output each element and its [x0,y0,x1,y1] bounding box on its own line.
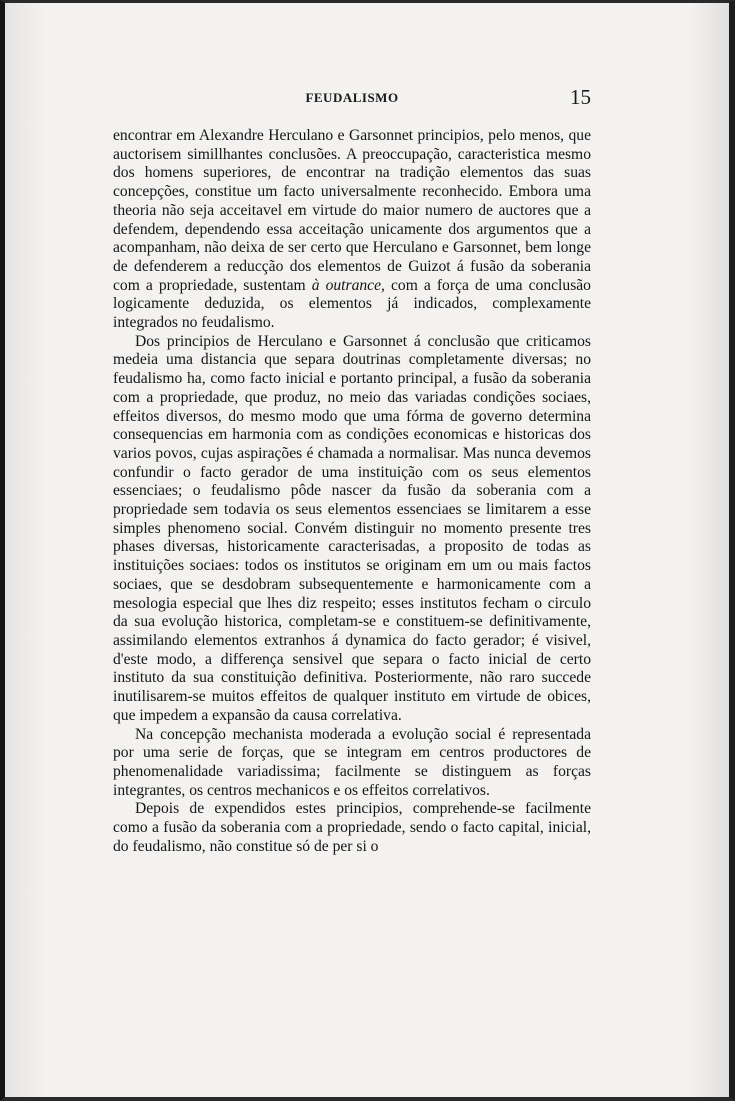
paragraph-3: Na concepção mechanista moderada a evolução social é representada por uma serie de forças, que se integram em centros productores de phenomenalidade variadissima; facilmente se distinguem as forças integrantes, os centros mechanicos e os effeitos correlativos. [113,725,591,799]
paragraph-4: Depois de expendidos estes principios, comprehende-se facilmente como a fusão da soberania com a propriedade, sendo o facto capital, inicial, do feudalismo, não constitue só de per si o [113,800,591,855]
page-edge-shadow-right [689,3,729,1097]
paragraph-1 [113,127,591,333]
running-title: FEUDALISMO [305,90,399,105]
paragraph-2: Dos principios de Herculano e Garsonnet á conclusão que criticamos medeia uma distancia que separa doutrinas completamente diversas; no feudalismo ha, como facto inicial e portanto principal, a fusão da soberania com a propriedade, que produz, no meio das variadas condições sociaes, effeitos diversos, do mesmo modo que uma fórma de governo determina consequencias em harmonia com as condições economicas e historicas dos varios povos, cujas aspirações é chamada a normalisar. Mas nunca devemos confundir o facto gerador de uma instituição com os seus elementos essenciaes; o feudalismo pôde nascer da fusão da soberania com a propriedade sem todavia os seus elementos essenciaes se limitarem a esse simples phenomeno social. Convém distinguir no momento presente tres phases diversas, historicamente caracterisadas, a proposito de todas as instituições sociaes: todos os institutos se originam em um ou mais factos sociaes, que se desdobram subsequentemente e harmonicamente com a mesologia especial que lhes diz respeito; esses institutos fecham o circulo da sua evolução historica, completam-se e constituem-se definitivamente, assimilando elementos extranhos á dynamica do facto gerador; é visivel, d'este modo, a differença sensivel que separa o facto inicial de certo instituto da sua constituição definitiva. Posteriormente, não raro succede inutilisarem-se muitos effeitos de qualquer instituto em virtude de obices, que impedem a expansão da causa correlativa. [113,332,591,724]
page-header [113,85,591,111]
page-number: 15 [570,85,591,109]
page-edge-shadow-left [5,3,45,1097]
paragraph-1-text: encontrar em Alexandre Herculano e Garsonnet principios, pelo menos, que auctorisem simillhantes conclusões. A preoccupação, caracteristica mesmo dos homens superiores, de encontrar na tradição elementos das suas concepções, constitue um facto universalmente reconhecido. Embora uma theoria não seja acceitavel em virtude do maior numero de auctores que a defendem, dependendo essa acceitação unicamente dos argumentos que a acompanham, não deixa de ser certo que Herculano e Garsonnet, bem longe de defenderem a reducção dos elementos de Guizot á fusão da soberania com a propriedade, sustentam [113,127,591,294]
paragraph-1-italic: à outrance, [311,276,385,294]
body-text [113,127,591,856]
paragraph-1-end: com a força de uma conclusão logicamente deduzida, os elementos já indicados, complexamente integrados no feudalismo. [113,276,591,332]
